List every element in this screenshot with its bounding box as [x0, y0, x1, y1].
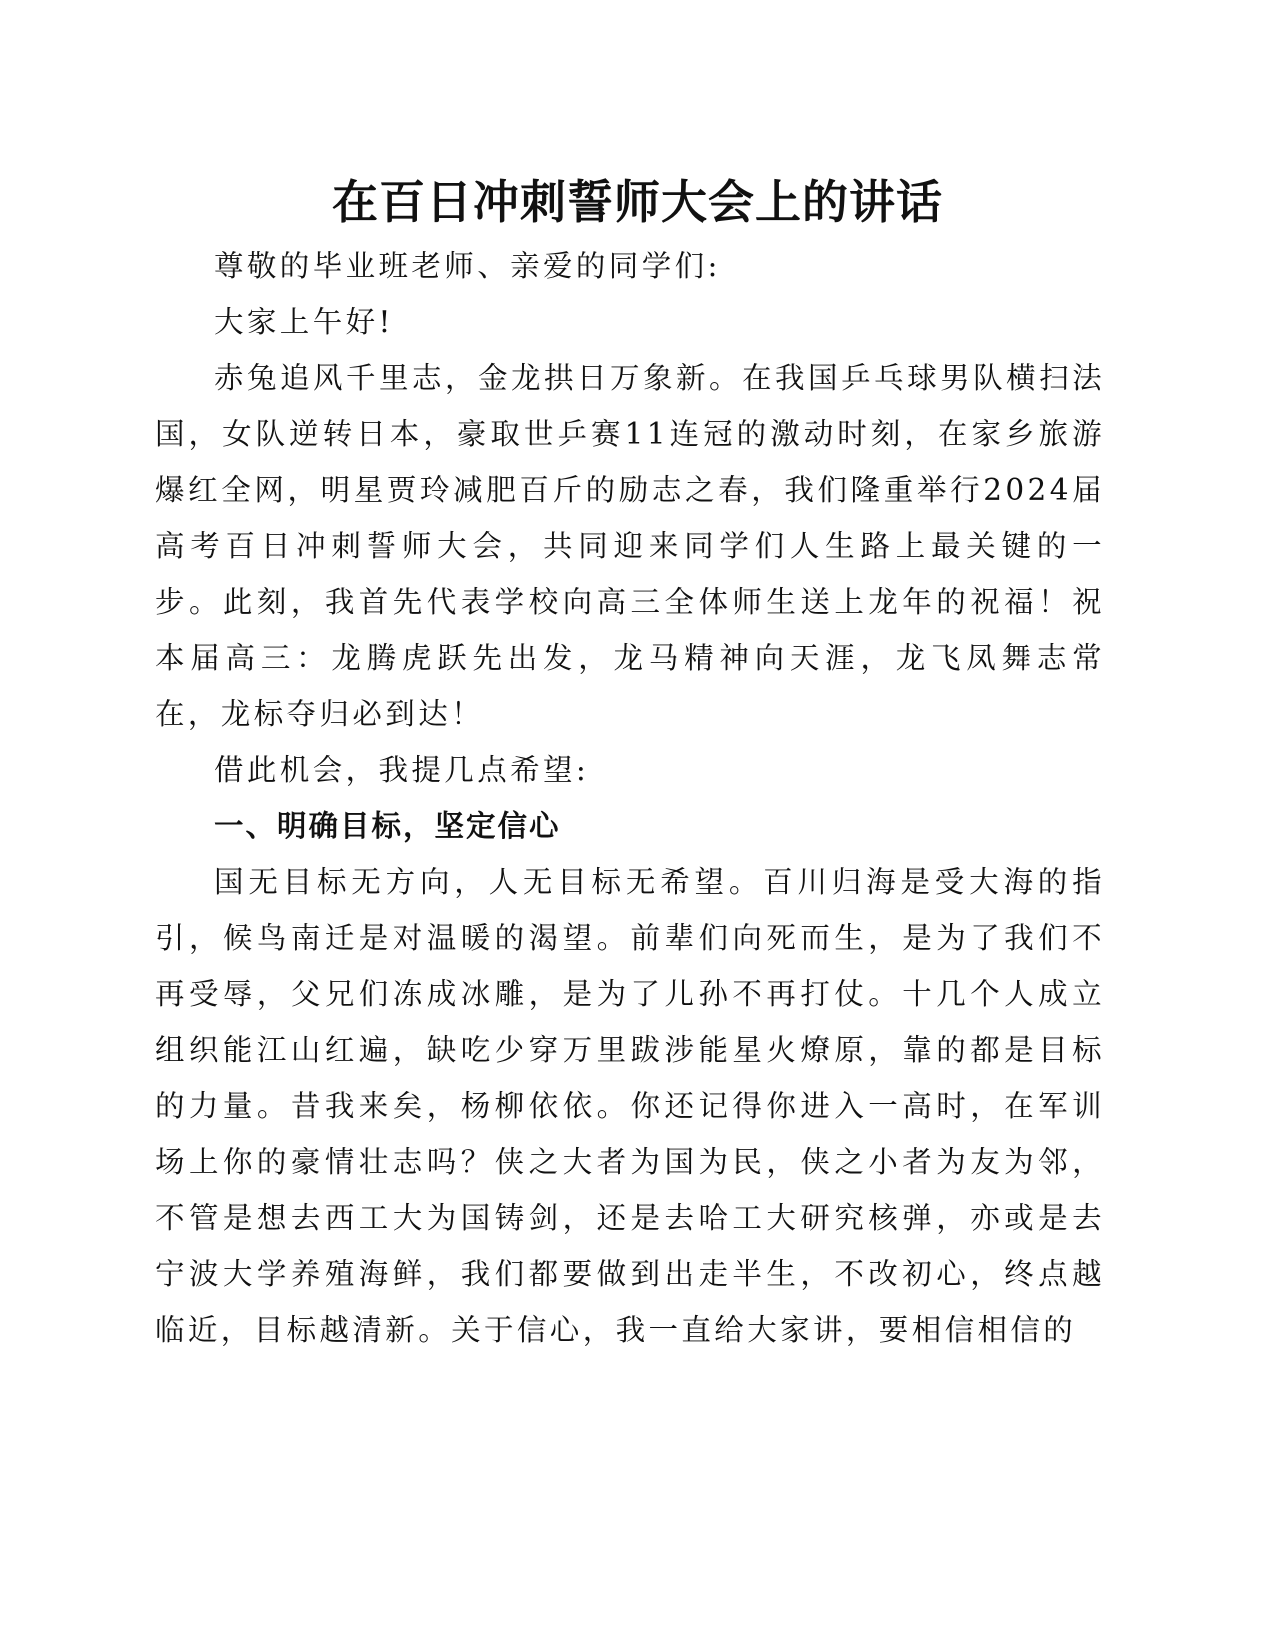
document-body — [155, 238, 1105, 1358]
document-title: 在百日冲刺誓师大会上的讲话 — [332, 175, 943, 229]
paragraph-goals: 国无目标无方向，人无目标无希望。百川归海是受大海的指引，候鸟南迁是对温暖的渴望。前辈们向死而生，是为了我们不再受辱，父兄们冻成冰雕，是为了儿孙不再打仗。十几个人成立组织能江山红遍，缺吃少穿万里跋涉能星火燎原，靠的都是目标的力量。昔我来矣，杨柳依依。你还记得你进入一高时，在军训场上你的豪情壮志吗？侠之大者为国为民，侠之小者为友为邻，不管是想去西工大为国铸剑，还是去哈工大研究核弹，亦或是去宁波大学养殖海鲜，我们都要做到出走半生，不改初心，终点越临近，目标越清新。关于信心，我一直给大家讲，要相信相信的 — [155, 865, 1105, 1347]
paragraph-hopes-intro: 借此机会，我提几点希望: — [214, 753, 590, 787]
paragraph-opening: 赤兔追风千里志，金龙拱日万象新。在我国乒乓球男队横扫法国，女队逆转日本，豪取世乒赛11连冠的激动时刻，在家乡旅游爆红全网，明星贾玲减肥百斤的励志之春，我们隆重举行2024届高考百日冲刺誓师大会，共同迎来同学们人生路上最关键的一步。此刻，我首先代表学校向高三全体师生送上龙年的祝福！祝本届高三：龙腾虎跃先出发，龙马精神向天涯，龙飞凤舞志常在，龙标夺归必到达！ — [155, 361, 1105, 731]
salutation: 尊敬的毕业班老师、亲爱的同学们: — [214, 249, 721, 283]
section-heading-1: 一、明确目标，坚定信心 — [214, 809, 561, 843]
greeting: 大家上午好! — [214, 305, 394, 339]
